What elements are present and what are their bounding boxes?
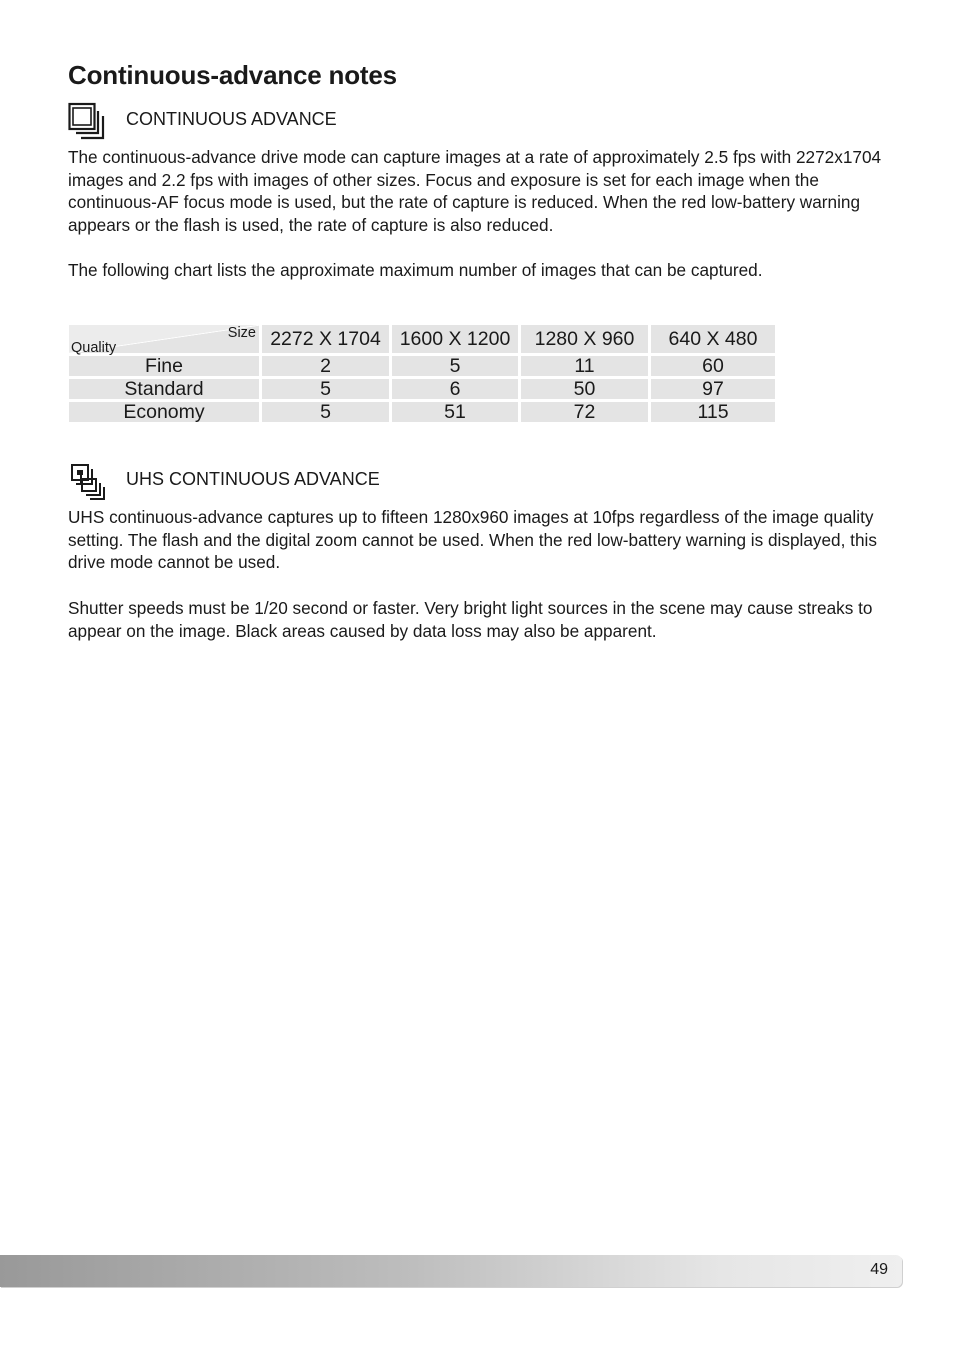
table-cell: 115 xyxy=(651,402,775,422)
table-row xyxy=(69,356,775,376)
uhs-continuous-advance-heading-label: UHS CONTINUOUS ADVANCE xyxy=(126,469,380,489)
continuous-advance-heading xyxy=(68,102,888,142)
table-cell: 97 xyxy=(651,379,775,399)
table-cell: 6 xyxy=(392,379,518,399)
continuous-advance-paragraph: The continuous-advance drive mode can capture images at a rate of approximately 2.5 fps with 2272x1704 images and 2.2 fps with images of other sizes. Focus and exposure is set for each image when the continuous-AF focus mode is used, but the rate of capture is reduced. When the red low-battery warning appears or the flash is used, the rate of capture is also reduced. xyxy=(68,147,882,235)
continuous-advance-heading-label: CONTINUOUS ADVANCE xyxy=(126,109,337,129)
quality-axis-label: Quality xyxy=(71,340,117,356)
uhs-continuous-advance-heading xyxy=(68,462,888,502)
uhs-advance-paragraph: UHS continuous-advance captures up to fifteen 1280x960 images at 10fps regardless of the image quality setting. The flash and the digital zoom cannot be used. When the red low-battery warning is displayed, this drive mode cannot be used. xyxy=(68,507,877,573)
table-cell: 5 xyxy=(262,379,389,399)
table-row xyxy=(69,402,775,422)
table-cell: 2 xyxy=(262,356,389,376)
table-cell: 72 xyxy=(521,402,648,422)
uhs-continuous-advance-icon xyxy=(68,462,108,502)
page-number: 49 xyxy=(870,1261,888,1278)
table-cell: 50 xyxy=(521,379,648,399)
continuous-advance-icon xyxy=(68,102,108,142)
page-title: Continuous-advance notes xyxy=(68,60,397,90)
column-header: 640 X 480 xyxy=(651,325,775,353)
column-header: 1600 X 1200 xyxy=(392,325,518,353)
table-header-row xyxy=(69,325,775,353)
footer-bar xyxy=(0,1255,902,1287)
table-cell: 51 xyxy=(392,402,518,422)
table-cell: 60 xyxy=(651,356,775,376)
size-axis-label: Size xyxy=(227,325,256,341)
table-row xyxy=(69,379,775,399)
table-cell: 5 xyxy=(392,356,518,376)
row-quality-label: Fine xyxy=(69,356,259,376)
chart-intro-paragraph: The following chart lists the approximate maximum number of images that can be captured. xyxy=(68,260,763,280)
table-corner-cell xyxy=(69,325,259,356)
table-cell: 11 xyxy=(521,356,648,376)
row-quality-label: Standard xyxy=(69,379,259,399)
table-cell: 5 xyxy=(262,402,389,422)
column-header: 1280 X 960 xyxy=(521,325,648,353)
column-header: 2272 X 1704 xyxy=(262,325,389,353)
row-quality-label: Economy xyxy=(69,402,259,422)
shutter-speed-paragraph: Shutter speeds must be 1/20 second or faster. Very bright light sources in the scene may cause streaks to appear on the image. Black areas caused by data loss may also be apparent. xyxy=(68,598,873,641)
image-capacity-table xyxy=(66,322,778,425)
